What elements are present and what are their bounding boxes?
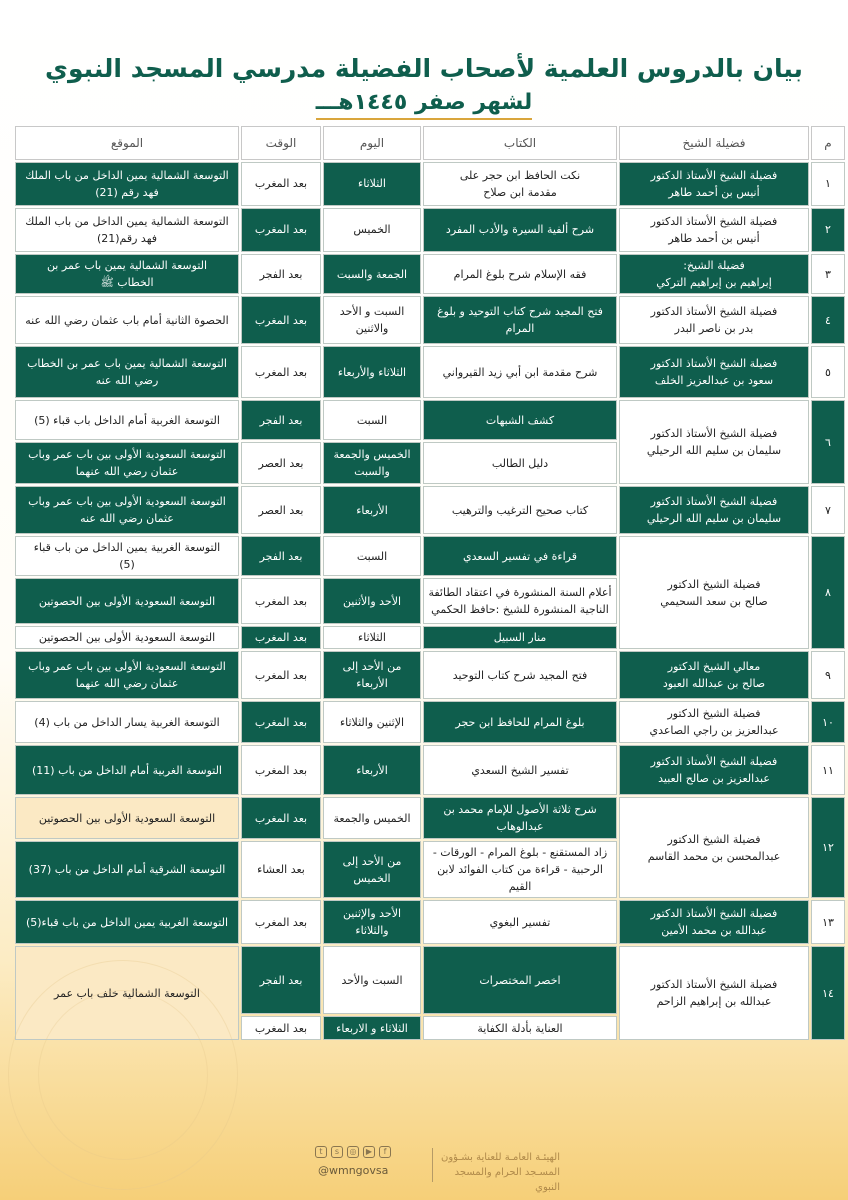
time-cell: بعد المغرب xyxy=(241,701,321,743)
time-cell: بعد المغرب xyxy=(241,745,321,795)
location-cell: التوسعة الغربية أمام الداخل من باب (11) xyxy=(15,745,239,795)
day-cell: الأحد والأثنين xyxy=(323,578,421,624)
table-row xyxy=(15,745,845,795)
day-cell: الثلاثاء xyxy=(323,626,421,649)
time-cell: بعد المغرب xyxy=(241,346,321,398)
book-cell: تفسير البغوي xyxy=(423,900,617,944)
row-number: ١ xyxy=(811,162,845,206)
day-cell: من الأحد إلى الأربعاء xyxy=(323,651,421,699)
book-cell: فتح المجيد شرح كتاب التوحيد xyxy=(423,651,617,699)
day-cell: الثلاثاء xyxy=(323,162,421,206)
row-number: ٤ xyxy=(811,296,845,344)
row-number: ٨ xyxy=(811,536,845,649)
time-cell: بعد المغرب xyxy=(241,651,321,699)
day-cell: السبت و الأحد والاثنين xyxy=(323,296,421,344)
snapchat-icon[interactable]: s xyxy=(331,1146,343,1158)
sheikh-cell: فضيلة الشيخ: إبراهيم بن إبراهيم التركي xyxy=(619,254,809,294)
location-cell: التوسعة السعودية الأولى بين باب عمر وباب عثمان رضي الله عنهما xyxy=(15,651,239,699)
header-sheikh: فضيلة الشيخ xyxy=(619,126,809,160)
day-cell: الإثنين والثلاثاء xyxy=(323,701,421,743)
location-cell: التوسعة السعودية الأولى بين الحصوتين xyxy=(15,797,239,839)
sheikh-cell: فضيلة الشيخ الأستاذ الدكتور بدر بن ناصر البدر xyxy=(619,296,809,344)
book-cell: فقه الإسلام شرح بلوغ المرام xyxy=(423,254,617,294)
location-cell: التوسعة الشمالية يمين باب عمر بن الخطاب ﷺ xyxy=(15,254,239,294)
sheikh-cell: فضيلة الشيخ الدكتور عبدالمحسن بن محمد القاسم xyxy=(619,797,809,898)
table-row xyxy=(15,486,845,534)
table-row xyxy=(15,701,845,743)
page-subtitle-text: لشهر صفر ١٤٤٥هـــ xyxy=(316,90,532,120)
location-cell: التوسعة الشمالية يمين الداخل من باب الملك فهد رقم(21) xyxy=(15,208,239,252)
time-cell: بعد الفجر xyxy=(241,536,321,576)
time-cell: بعد الفجر xyxy=(241,254,321,294)
time-cell: بعد العصر xyxy=(241,486,321,534)
header-book: الكتاب xyxy=(423,126,617,160)
header-location: الموقع xyxy=(15,126,239,160)
youtube-icon[interactable]: ▶ xyxy=(363,1146,375,1158)
book-cell: قراءة في تفسير السعدي xyxy=(423,536,617,576)
book-cell: أعلام السنة المنشورة في اعتقاد الطائفة الناجية المنشورة للشيخ :حافظ الحكمي xyxy=(423,578,617,624)
row-number: ١٣ xyxy=(811,900,845,944)
day-cell: السبت xyxy=(323,400,421,440)
book-cell: كشف الشبهات xyxy=(423,400,617,440)
table-header-row xyxy=(15,126,845,160)
day-cell: الخميس والجمعة xyxy=(323,797,421,839)
sheikh-cell: معالي الشيخ الدكتور صالح بن عبدالله العبود xyxy=(619,651,809,699)
book-cell: دليل الطالب xyxy=(423,442,617,484)
location-cell: التوسعة الغربية يمين الداخل من باب قباء(5) xyxy=(15,900,239,944)
day-cell: السبت xyxy=(323,536,421,576)
book-cell: نكت الحافظ ابن حجر على مقدمة ابن صلاح xyxy=(423,162,617,206)
location-cell: التوسعة الغربية أمام الداخل باب قباء (5) xyxy=(15,400,239,440)
org-line-2: المسـجد الحرام والمسجد النبوي xyxy=(454,1167,560,1193)
sheikh-cell: فضيلة الشيخ الدكتور عبدالعزيز بن راجي الصاعدي xyxy=(619,701,809,743)
row-number: ٣ xyxy=(811,254,845,294)
sheikh-cell: فضيلة الشيخ الأستاذ الدكتور أنيس بن أحمد طاهر xyxy=(619,208,809,252)
sheikh-cell: فضيلة الشيخ الأستاذ الدكتور سعود بن عبدالعزيز الخلف xyxy=(619,346,809,398)
decorative-circle-inner xyxy=(38,990,208,1160)
location-cell: التوسعة الغربية يمين الداخل من باب قباء (5) xyxy=(15,536,239,576)
lessons-table xyxy=(13,124,847,1042)
table-row xyxy=(15,400,845,440)
day-cell: الجمعة والسبت xyxy=(323,254,421,294)
table-row xyxy=(15,208,845,252)
sheikh-cell: فضيلة الشيخ الأستاذ الدكتور سليمان بن سليم الله الرحيلي xyxy=(619,486,809,534)
location-cell: التوسعة السعودية الأولى بين باب عمر وباب عثمان رضي الله عنهما xyxy=(15,442,239,484)
row-number: ١١ xyxy=(811,745,845,795)
time-cell: بعد المغرب xyxy=(241,900,321,944)
org-line-1: الهيئـة العامـة للعناية بشـؤون xyxy=(440,1152,560,1163)
sheikh-cell: فضيلة الشيخ الأستاذ الدكتور سليمان بن سليم الله الرحيلي xyxy=(619,400,809,484)
page-title: بيان بالدروس العلمية لأصحاب الفضيلة مدرسي المسجد النبوي xyxy=(45,54,803,83)
time-cell: بعد المغرب xyxy=(241,626,321,649)
page-subtitle xyxy=(0,90,848,115)
book-cell: شرح ألفية السيرة والأدب المفرد xyxy=(423,208,617,252)
time-cell: بعد العشاء xyxy=(241,841,321,898)
book-cell: شرح مقدمة ابن أبي زيد القيرواني xyxy=(423,346,617,398)
table-body xyxy=(15,162,845,1040)
book-cell: كتاب صحيح الترغيب والترهيب xyxy=(423,486,617,534)
book-cell: زاد المستقنع - بلوغ المرام - الورقات - الرحبية - قراءة من كتاب الفوائد لابن القيم xyxy=(423,841,617,898)
location-cell: التوسعة الشمالية يمين الداخل من باب الملك فهد رقم (21) xyxy=(15,162,239,206)
day-cell: الخميس والجمعة والسبت xyxy=(323,442,421,484)
table-row xyxy=(15,162,845,206)
row-number: ٥ xyxy=(811,346,845,398)
day-cell: الأربعاء xyxy=(323,486,421,534)
facebook-icon[interactable]: f xyxy=(379,1146,391,1158)
book-cell: العناية بأدلة الكفاية xyxy=(423,1016,617,1040)
sheikh-cell: فضيلة الشيخ الأستاذ الدكتور عبدالله بن محمد الأمين xyxy=(619,900,809,944)
social-handle: @wmngovsa xyxy=(318,1164,389,1177)
time-cell: بعد العصر xyxy=(241,442,321,484)
row-number: ١٠ xyxy=(811,701,845,743)
instagram-icon[interactable]: ◎ xyxy=(347,1146,359,1158)
time-cell: بعد الفجر xyxy=(241,946,321,1014)
header-time: الوقت xyxy=(241,126,321,160)
location-cell: التوسعة الشمالية يمين باب عمر بن الخطاب رضي الله عنه xyxy=(15,346,239,398)
row-number: ٦ xyxy=(811,400,845,484)
social-icons xyxy=(315,1146,391,1158)
table-row xyxy=(15,536,845,576)
day-cell: الثلاثاء و الاربعاء xyxy=(323,1016,421,1040)
footer xyxy=(0,1146,848,1193)
day-cell: الأربعاء xyxy=(323,745,421,795)
twitter-icon[interactable]: t xyxy=(315,1146,327,1158)
book-cell: فتح المجيد شرح كتاب التوحيد و بلوغ المرام xyxy=(423,296,617,344)
table-row xyxy=(15,797,845,839)
table-row xyxy=(15,346,845,398)
day-cell: الأحد والإثنين والثلاثاء xyxy=(323,900,421,944)
table-row xyxy=(15,296,845,344)
header-num: م xyxy=(811,126,845,160)
location-cell: التوسعة السعودية الأولى بين الحصوتين xyxy=(15,578,239,624)
book-cell: شرح ثلاثة الأصول للإمام محمد بن عبدالوهاب xyxy=(423,797,617,839)
day-cell: الخميس xyxy=(323,208,421,252)
header-day: اليوم xyxy=(323,126,421,160)
sheikh-cell: فضيلة الشيخ الأستاذ الدكتور عبدالعزيز بن صالح العبيد xyxy=(619,745,809,795)
row-number: ٧ xyxy=(811,486,845,534)
location-cell: التوسعة السعودية الأولى بين الحصوتين xyxy=(15,626,239,649)
organization-name xyxy=(440,1150,560,1195)
location-cell: التوسعة الشرقية أمام الداخل من باب (37) xyxy=(15,841,239,898)
time-cell: بعد المغرب xyxy=(241,1016,321,1040)
row-number: ١٤ xyxy=(811,946,845,1040)
table-row xyxy=(15,651,845,699)
day-cell: السبت والأحد xyxy=(323,946,421,1014)
row-number: ١٢ xyxy=(811,797,845,898)
day-cell: الثلاثاء والأربعاء xyxy=(323,346,421,398)
footer-divider xyxy=(432,1148,433,1182)
sheikh-cell: فضيلة الشيخ الأستاذ الدكتور عبدالله بن إبراهيم الزاحم xyxy=(619,946,809,1040)
location-cell: التوسعة الشمالية خلف باب عمر xyxy=(15,946,239,1040)
table-row xyxy=(15,254,845,294)
book-cell: منار السبيل xyxy=(423,626,617,649)
book-cell: بلوغ المرام للحافظ ابن حجر xyxy=(423,701,617,743)
location-cell: التوسعة الغربية يسار الداخل من باب (4) xyxy=(15,701,239,743)
row-number: ٩ xyxy=(811,651,845,699)
row-number: ٢ xyxy=(811,208,845,252)
time-cell: بعد المغرب xyxy=(241,578,321,624)
time-cell: بعد الفجر xyxy=(241,400,321,440)
time-cell: بعد المغرب xyxy=(241,208,321,252)
book-cell: اخصر المختصرات xyxy=(423,946,617,1014)
day-cell: من الأحد إلى الخميس xyxy=(323,841,421,898)
sheikh-cell: فضيلة الشيخ الأستاذ الدكتور أنيس بن أحمد طاهر xyxy=(619,162,809,206)
time-cell: بعد المغرب xyxy=(241,296,321,344)
time-cell: بعد المغرب xyxy=(241,797,321,839)
table-row xyxy=(15,900,845,944)
sheikh-cell: فضيلة الشيخ الدكتور صالح بن سعد السحيمي xyxy=(619,536,809,649)
book-cell: تفسير الشيخ السعدي xyxy=(423,745,617,795)
location-cell: الحصوة الثانية أمام باب عثمان رضي الله عنه xyxy=(15,296,239,344)
time-cell: بعد المغرب xyxy=(241,162,321,206)
location-cell: التوسعة السعودية الأولى بين باب عمر وباب عثمان رضي الله عنه xyxy=(15,486,239,534)
